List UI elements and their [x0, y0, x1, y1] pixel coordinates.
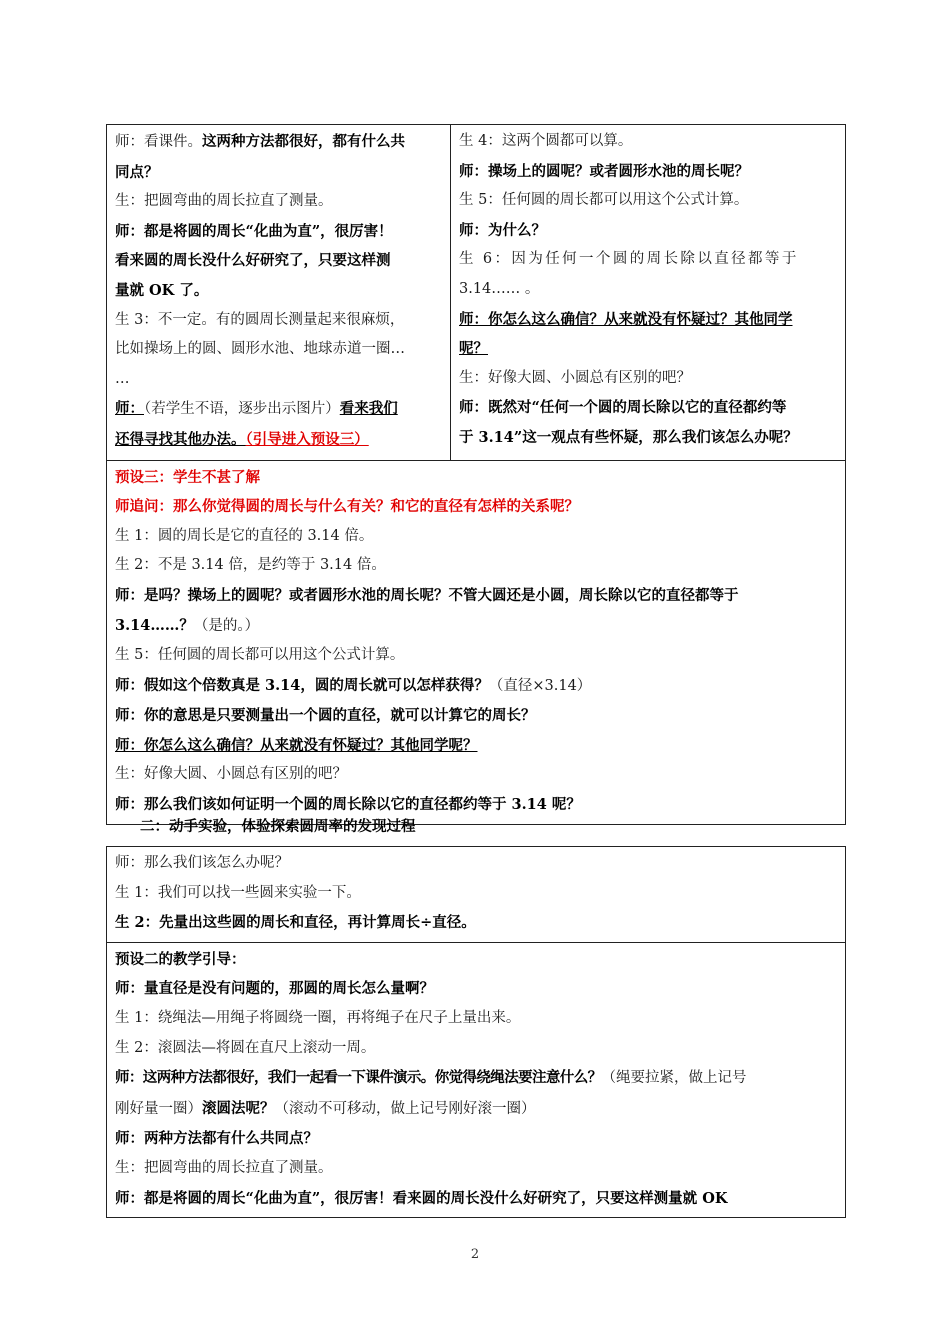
- text-line: 生 2：不是 3.14 倍，是约等于 3.14 倍。: [115, 557, 386, 574]
- page-number: 2: [470, 1247, 480, 1262]
- preset-three-block: [107, 461, 845, 824]
- text-line: 师：都是将圆的周长“化曲为直”，很厉害！: [115, 222, 393, 240]
- text-line: 生：把圆弯曲的周长拉直了测量。: [115, 193, 333, 210]
- teacher-text: 滚圆法呢？: [202, 1099, 275, 1117]
- discussion-block: [107, 847, 845, 943]
- preset-heading: 预设三：学生不甚了解: [115, 468, 260, 486]
- text-line: 同点？: [115, 163, 159, 181]
- text-line: 生 1：我们可以找一些圆来实验一下。: [115, 884, 361, 901]
- right-column: [451, 125, 845, 460]
- text-line: [115, 611, 837, 642]
- text-line: 生 5：任何圆的周长都可以用这个公式计算。: [115, 647, 405, 664]
- teacher-text: 3.14……？: [115, 616, 194, 634]
- transition-note: （引导进入预设三）: [245, 430, 369, 448]
- teacher-text: 还得寻找其他办法。: [115, 430, 246, 448]
- text-line: 师：操场上的圆呢？或者圆形水池的周长呢？: [459, 162, 749, 180]
- text-line: 生 3：不一定。有的圆周长测量起来很麻烦，: [115, 311, 405, 328]
- student-response: （直径×3.14）: [488, 677, 592, 694]
- text-line: 生 5：任何圆的周长都可以用这个公式计算。: [459, 192, 749, 209]
- text-line: 师：为什么？: [459, 221, 546, 239]
- teacher-text: 这两种方法都很好，都有什么共: [202, 133, 405, 150]
- student-response: （滚动不可移动，做上记号刚好滚一圈）: [274, 1100, 536, 1117]
- stage-direction: （若学生不语，逐步出示图片）: [144, 401, 340, 418]
- section-heading: 二：动手实验，体验探索圆周率的发现过程: [140, 818, 416, 835]
- left-column: [107, 125, 451, 460]
- text-line: 生 6：因为任何一个圆的周长除以直径都等于: [459, 251, 799, 268]
- teacher-question: 师追问：那么你觉得圆的周长与什么有关？和它的直径有怎样的关系呢？: [115, 498, 579, 516]
- text-line: 师：那么我们该怎么办呢？: [115, 855, 289, 871]
- text-line: 3.14…… 。: [459, 280, 540, 297]
- text-line: 比如操场上的圆、圆形水池、地球赤道一圈…: [115, 341, 405, 358]
- text-line: 师：你的意思是只要测量出一个圆的直径，就可以计算它的周长？: [115, 707, 536, 725]
- teacher-text: 师：看课件。: [115, 134, 202, 150]
- text-line: [115, 394, 442, 425]
- teacher-label: 师：: [115, 400, 144, 418]
- text-line: …: [115, 370, 130, 387]
- text-line: 师：两种方法都有什么共同点？: [115, 1130, 318, 1148]
- text-line: 师：都是将圆的周长“化曲为直”，很厉害！看来圆的周长没什么好研究了，只要这样测量就 OK: [115, 1189, 728, 1207]
- lesson-table-2: [106, 846, 846, 1218]
- text-line: 生 1：圆的周长是它的直径的 3.14 倍。: [115, 527, 374, 544]
- text-line: 于 3.14”这一观点有些怀疑，那么我们该怎么办呢？: [459, 428, 798, 446]
- text-line: 呢？: [459, 340, 488, 358]
- text-line: 生：好像大圆、小圆总有区别的吧？: [115, 766, 347, 783]
- text-line: 师：你怎么这么确信？从来就没有怀疑过？其他同学呢？: [115, 736, 478, 754]
- text-line: 生 4：这两个圆都可以算。: [459, 133, 633, 149]
- text-line: 看来圆的周长没什么好研究了，只要这样测: [115, 252, 391, 270]
- text-line: 生 2：先量出这些圆的周长和直径，再计算周长÷直径。: [115, 914, 476, 932]
- text-line: [115, 425, 442, 456]
- teacher-text: 师：这两种方法都很好，我们一起看一下课件演示。你觉得绕绳法要注意什么？: [115, 1069, 602, 1087]
- text-line: 师：是吗？操场上的圆呢？或者圆形水池的周长呢？不管大圆还是小圆，周长除以它的直径都等于: [115, 586, 739, 604]
- text-line: [115, 671, 837, 702]
- text-line: 师：量直径是没有问题的，那圆的周长怎么量啊？: [115, 980, 434, 998]
- text-line: 生：把圆弯曲的周长拉直了测量。: [115, 1159, 333, 1176]
- text-line: 生：好像大圆、小圆总有区别的吧？: [459, 369, 691, 386]
- text-line: 师：那么我们该如何证明一个圆的周长除以它的直径都约等于 3.14 呢？: [115, 796, 581, 814]
- text-line: 生 2：滚圆法—将圆在直尺上滚动一周。: [115, 1039, 376, 1056]
- text-line: 量就 OK 了。: [115, 281, 209, 299]
- student-response: 刚好量一圈）: [115, 1100, 202, 1117]
- text-line: 生 1：绕绳法—用绳子将圆绕一圈，再将绳子在尺子上量出来。: [115, 1009, 521, 1026]
- teacher-text: 师：假如这个倍数真是 3.14，圆的周长就可以怎样获得？: [115, 676, 489, 694]
- lesson-table-1: [106, 124, 846, 825]
- text-line: 师：既然对“任何一个圆的周长除以它的直径都约等: [459, 399, 787, 417]
- text-line: 师：你怎么这么确信？从来就没有怀疑过？其他同学: [459, 310, 793, 328]
- text-line: [115, 127, 442, 158]
- text-line: [115, 1063, 837, 1094]
- dialogue-row: [107, 125, 845, 461]
- student-response: （是的。）: [193, 617, 260, 634]
- student-response: （绳要拉紧，做上记号: [601, 1070, 747, 1087]
- preset-heading: 预设二的教学引导：: [115, 950, 246, 968]
- teacher-text: 看来我们: [339, 400, 398, 418]
- text-line: [115, 1094, 837, 1125]
- preset-two-guidance-block: [107, 943, 845, 1217]
